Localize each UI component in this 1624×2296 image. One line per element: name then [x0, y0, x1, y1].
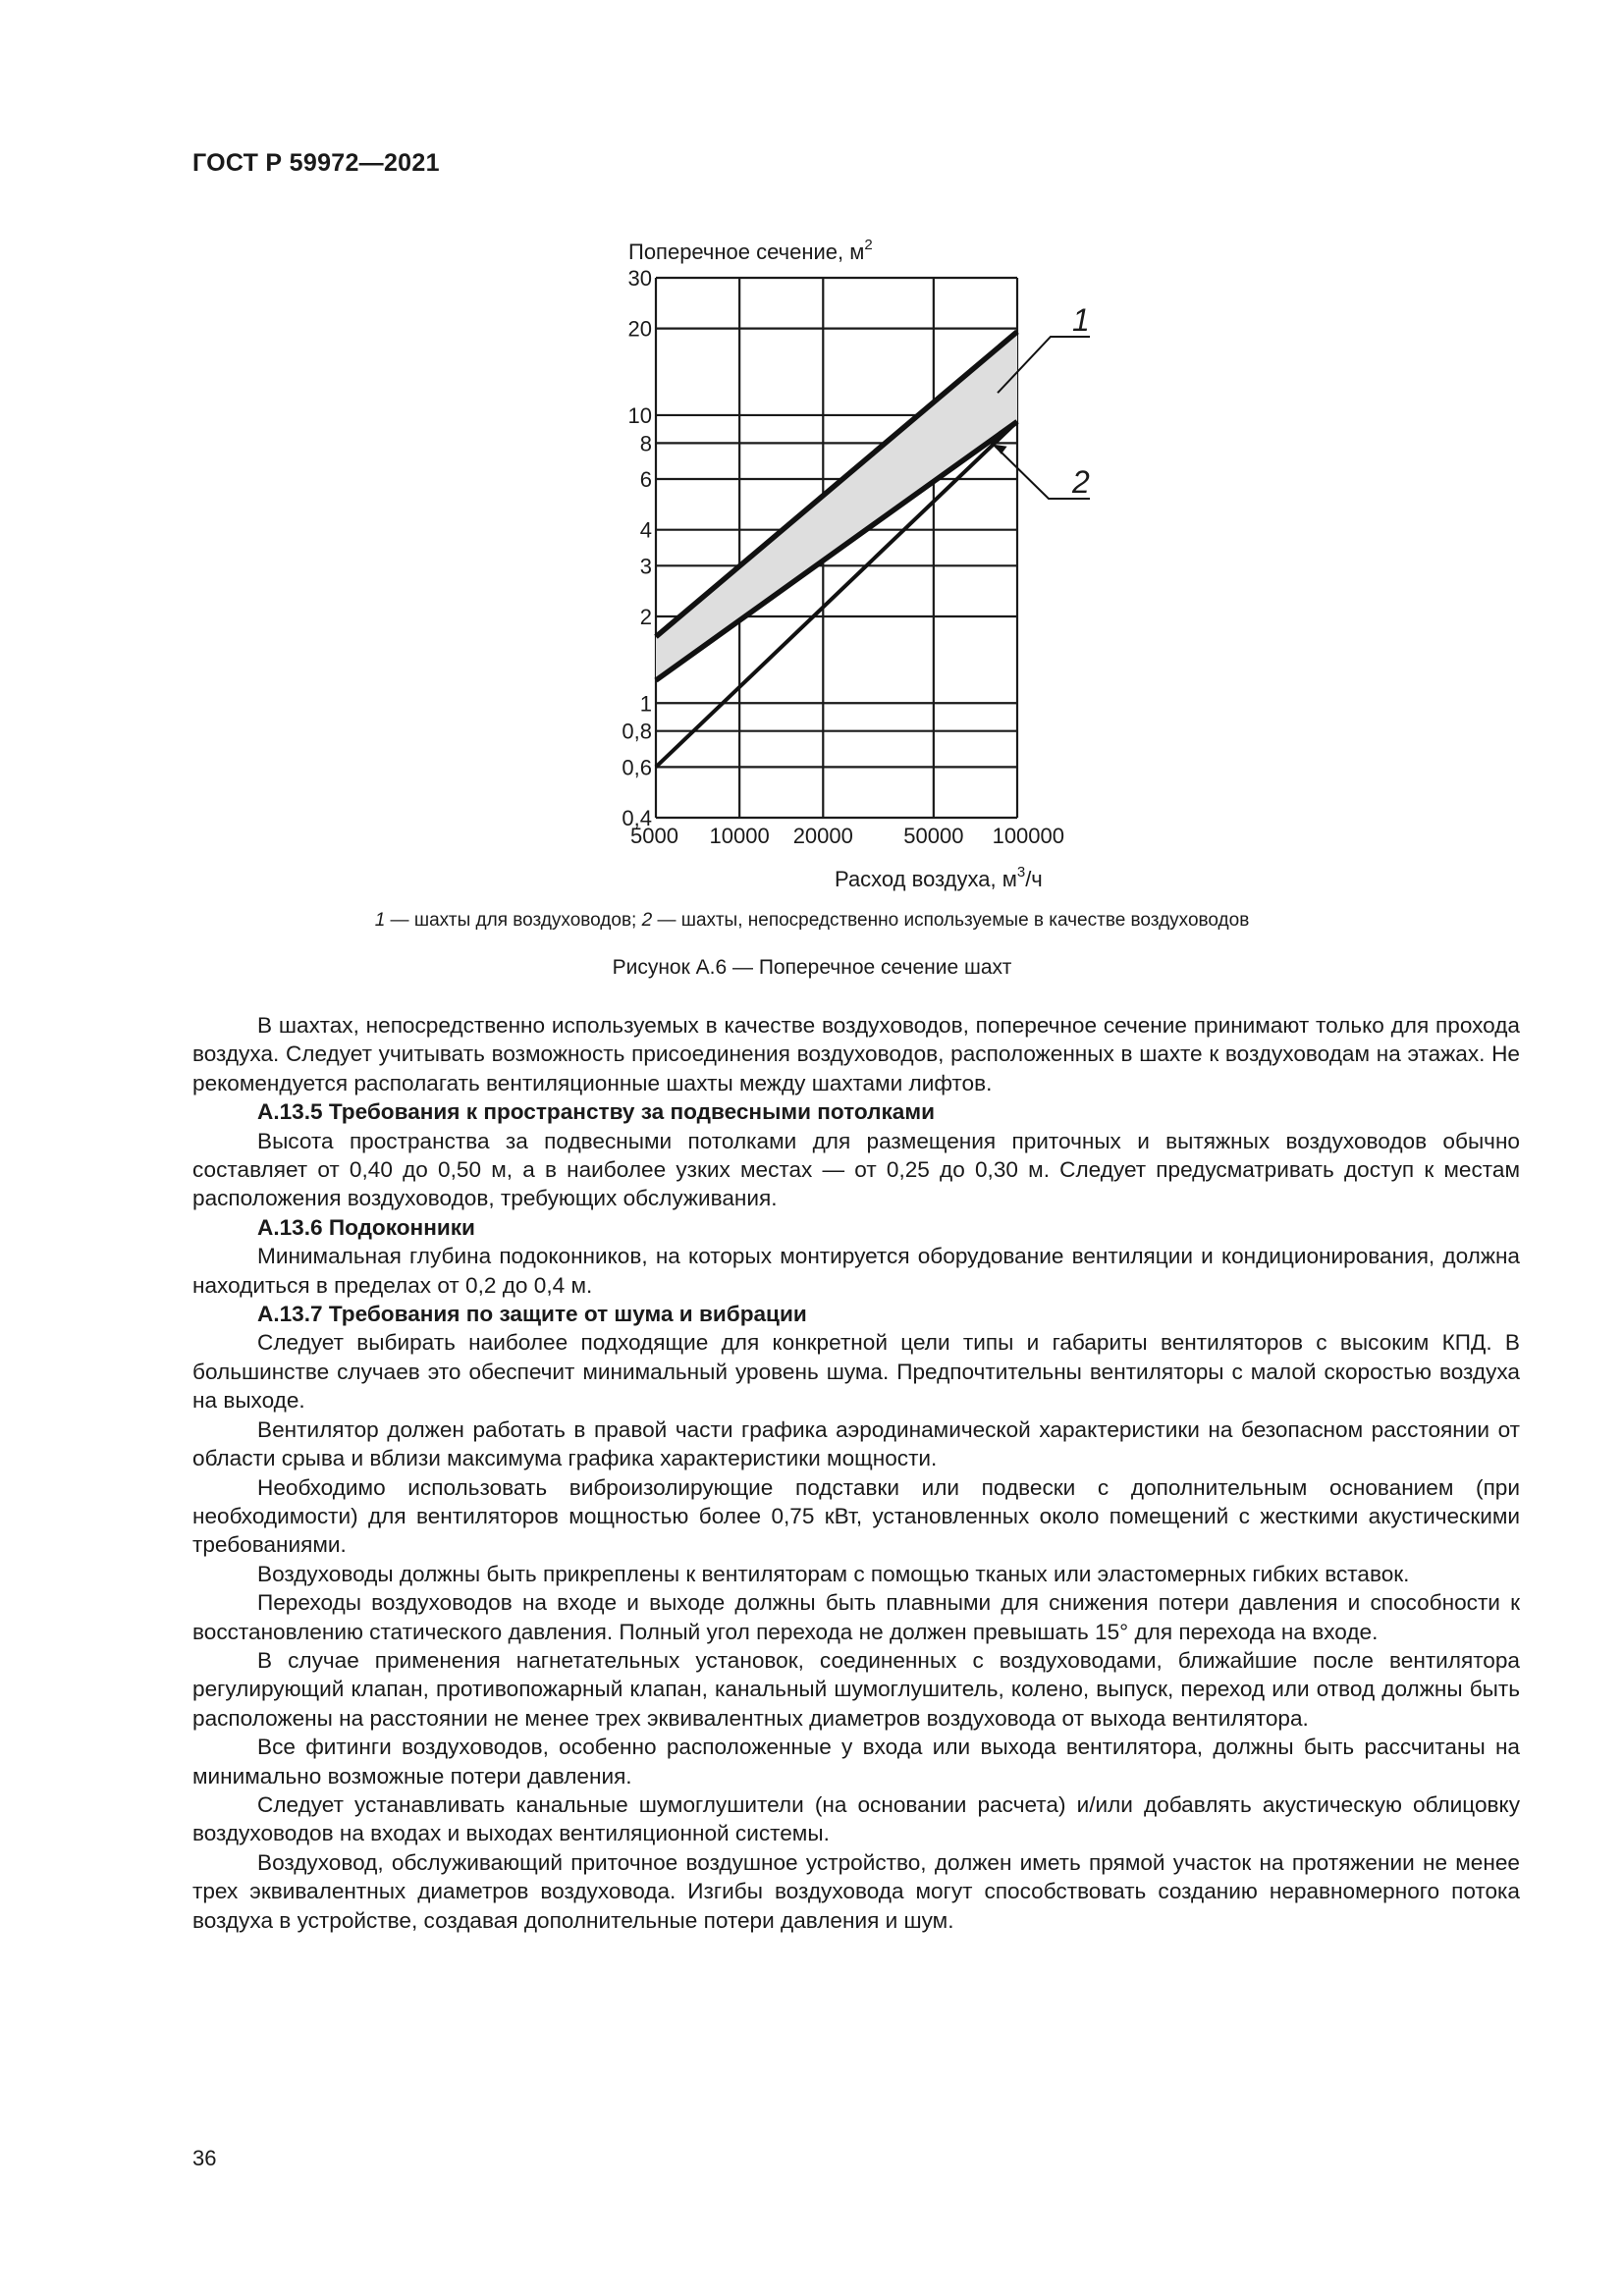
y-tick-label: 20 — [627, 316, 652, 342]
legend-item-1-number: 1 — [374, 910, 386, 931]
paragraph: Необходимо использовать виброизолирующие подставки или подвески с дополнительным основанием (при необходимости) для вентиляторов мощностью более 0,75 кВт, установленных около помещений с жесткими акустическими требованиями. — [192, 1474, 1520, 1558]
paragraph: Следует выбирать наиболее подходящие для конкретной цели типы и габариты вентиляторов с высоким КПД. В большинстве случаев это обеспечит минимальный уровень шума. Предпочтительны вентиляторы с малой скоростью воздуха на выходе. — [192, 1330, 1520, 1414]
paragraph: Следует устанавливать канальные шумоглушители (на основании расчета) и/или добавлять акустическую облицовку воздуховодов на входах и выходах вентиляционной системы. — [192, 1791, 1520, 1846]
y-tick-label: 8 — [639, 431, 652, 456]
series-band-fill — [656, 332, 1017, 680]
y-tick-label: 6 — [639, 467, 652, 493]
paragraph: Минимальная глубина подоконников, на которых монтируется оборудование вентиляции и кондиционирования, должна находиться в пределах от 0,2 до 0,4 м. — [192, 1244, 1520, 1298]
paragraph: В случае применения нагнетательных установок, соединенных с воздуховодами, ближайшие после вентилятора регулирующий клапан, противопожарный клапан, канальный шумоглушитель, колено, выпуск, переход или отвод должны быть расположены на расстоянии не менее трех эквивалентных диаметров воздуховода от выхода вентилятора. — [192, 1647, 1520, 1731]
document-code: ГОСТ Р 59972—2021 — [192, 149, 440, 177]
section-heading: А.13.6 Подоконники — [257, 1214, 475, 1240]
chart-series — [656, 332, 1017, 767]
x-tick-label: 5000 — [630, 824, 678, 848]
body-text — [192, 1011, 1520, 1935]
x-tick-label: 10000 — [709, 824, 770, 848]
figure-legend — [0, 910, 1624, 932]
y-tick-label: 4 — [639, 517, 652, 543]
x-tick-label: 20000 — [792, 824, 853, 848]
paragraph: Воздуховоды должны быть прикреплены к вентиляторам с помощью тканых или эластомерных гибких вставок. — [257, 1561, 1410, 1586]
callout-arrowhead-2 — [994, 445, 1007, 454]
y-tick-label: 0,4 — [622, 806, 652, 830]
y-tick-label: 0,6 — [622, 755, 652, 780]
y-tick-label: 1 — [639, 691, 652, 717]
series-band-upper-edge — [656, 332, 1017, 637]
x-tick-labels — [630, 824, 1064, 848]
paragraph: Высота пространства за подвесными потолками для размещения приточных и вытяжных воздуховодов обычно составляет от 0,40 до 0,50 м, а в наиболее узких местах — от 0,25 до 0,30 м. Следует предусматривать доступ к местам расположения воздуховодов, требующих обслуживания. — [192, 1128, 1520, 1211]
paragraph: Переходы воздуховодов на входе и выходе должны быть плавными для снижения потери давления и способности к восстановлению статического давления. Полный угол перехода не должен превышать 15° для перехода на входе. — [192, 1590, 1520, 1644]
series-band-lower-edge — [656, 421, 1017, 680]
cross-section-chart — [0, 0, 1624, 903]
y-tick-labels — [622, 266, 652, 830]
y-tick-label: 2 — [639, 604, 652, 629]
paragraph: Воздуховод, обслуживающий приточное воздушное устройство, должен иметь прямой участок на протяжении не менее трех эквивалентных диаметров воздуховода. Изгибы воздуховода могут способствовать созданию неравномерного потока воздуха в устройстве, создавая дополнительные потери давления и шум. — [192, 1849, 1520, 1933]
x-axis-label: Расход воздуха, $м^3/ч$ — [835, 864, 1043, 891]
x-tick-label: 50000 — [903, 824, 964, 848]
callout-label-1: 1 — [1072, 302, 1090, 338]
section-heading: А.13.7 Требования по защите от шума и вибрации — [257, 1302, 807, 1327]
legend-item-2-number: 2 — [641, 910, 653, 931]
y-tick-label: 3 — [639, 554, 652, 579]
callout-label-2: 2 — [1072, 464, 1090, 500]
paragraph: Вентилятор должен работать в правой части графика аэродинамической характеристики на безопасном расстоянии от области срыва и вблизи максимума графика характеристики мощности. — [192, 1416, 1520, 1471]
y-tick-label: 0,8 — [622, 719, 652, 744]
legend-item-2-text: — шахты, непосредственно используемые в качестве воздуховодов — [652, 910, 1250, 931]
paragraph: Все фитинги воздуховодов, особенно расположенные у входа или выхода вентилятора, должны быть рассчитаны на минимально возможные потери давления. — [192, 1735, 1520, 1789]
legend-item-1-text: — шахты для воздуховодов; — [385, 910, 642, 931]
y-tick-label: 10 — [627, 402, 652, 428]
y-axis-label: Поперечное сечение, $м^2$ — [628, 237, 873, 264]
paragraph: В шахтах, непосредственно используемых в качестве воздуховодов, поперечное сечение принимают только для прохода воздуха. Следует учитывать возможность присоединения воздуховодов, расположенных в шахте к воздуховодам на этажах. Не рекомендуется располагать вентиляционные шахты между шахтами лифтов. — [192, 1013, 1520, 1095]
y-tick-label: 30 — [627, 266, 652, 291]
figure-caption: Рисунок А.6 — Поперечное сечение шахт — [612, 956, 1012, 979]
page-number: 36 — [192, 2146, 217, 2170]
section-heading: А.13.5 Требования к пространству за подвесными потолками — [257, 1099, 935, 1125]
x-tick-label: 100000 — [992, 824, 1064, 848]
